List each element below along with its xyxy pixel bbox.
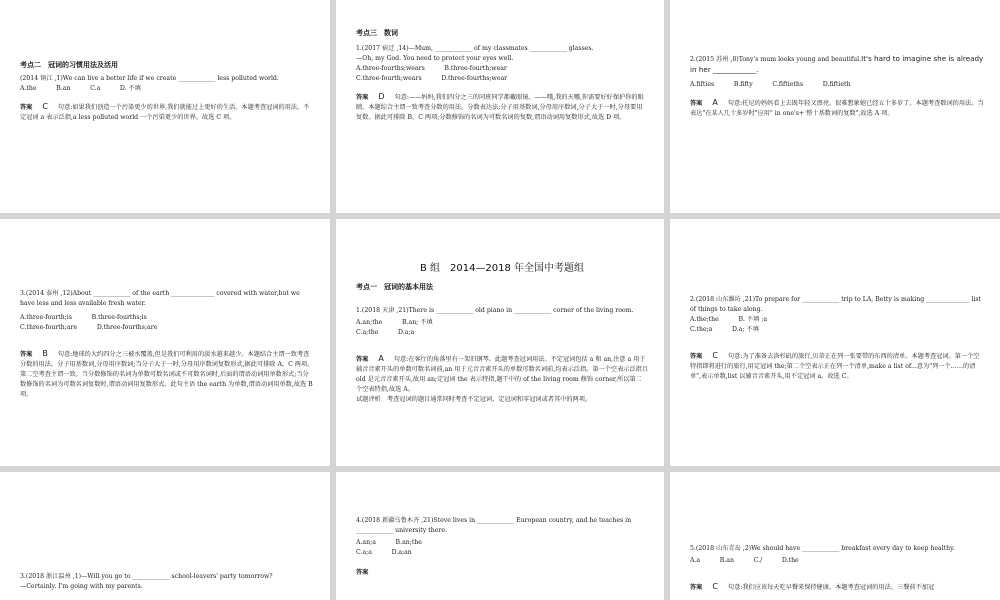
answer-label: 答案 bbox=[690, 584, 703, 591]
question-text: 2.(2018 山东潍坊 ,21)To prepare for ____________ trip to LA, Betty is making ______________ list of things to take along. bbox=[690, 296, 982, 313]
page-4 bbox=[0, 219, 330, 466]
question-options: A.a B.an C./ D.the bbox=[690, 557, 799, 564]
question-options-2: C.three-fourth;are D.three-fourths;are bbox=[20, 324, 158, 331]
question-text: 1.(2017 宿迁 ,14)—Mum, ____________ of my classmates ____________ glasses. bbox=[356, 45, 594, 52]
answer-letter: C bbox=[42, 102, 48, 111]
answer-letter: A bbox=[712, 98, 718, 107]
answer-explanation: 句意:为了准备去洛杉矶的旅行,贝蒂正在列一张要带的东西的清单。本题考查冠词。第一个空特指即将进行的旅行,用定冠词 the;第二个空表示正在列一个清单,make a list of...意为"列一个……的清单",表示单数,list 以辅音音素开头,用不定冠词 a。故选 C。 bbox=[690, 353, 980, 380]
answer-block bbox=[690, 582, 984, 593]
answer-block bbox=[20, 102, 314, 123]
answer-block bbox=[356, 568, 648, 578]
answer-explanation: 句意:——妈妈,我们四分之三的同班同学都戴眼镜。——哦,我的天哪,你需要好好保护你的眼睛。本题综合主谓一致考查分数的用法。分数表达法:分子用基数词,分母用序数词,分子大于一时,分母要用复数。据此可排除 B、C 两项;分数修饰的名词为可数名词的复数,谓语动词用复数形式,故选 D 项。 bbox=[356, 94, 644, 121]
question-line-2: —Oh, my God. You need to protect your eyes well. bbox=[356, 55, 514, 62]
answer-label: 答案 bbox=[356, 94, 369, 101]
answer-explanation: 句意:在客厅的角落里有一架旧钢琴。此题考查冠词用法。不定冠词包括 a 和 an,注意 a 用于辅音音素开头的单数可数名词前,an 用于元音音素开头的单数可数名词前,均表示泛指。第一个空表示泛指且 old 是元音音素开头,故用 an;定冠词 the 表示特指,题干中的 of the living room 修饰 corner,所以第二个空表特指,故选 A。 bbox=[356, 356, 649, 393]
answer-explanation: 句意:托尼的妈妈看上去既年轻又漂亮。很难想象她已经五十多岁了。本题考查数词的用法。当表达"在某人几十多岁时"应用" in one's+ 整十基数词的复数",故选 A 项。 bbox=[690, 100, 984, 117]
answer-explanation: 句意:地球的大约四分之三被水覆盖,但是我们可利用的淡水越来越少。本题结合主谓一致考查分数的用法。分子用基数词,分母用序数词;当分子大于一时,分母用序数词复数形式,据此可排除 A、C 两项。第二空考查主谓一致。当分数修饰的名词为单数可数名词或不可数名词时,后面的谓语动词用单数形式;当分数修饰的名词为可数名词复数时,谓语动词用复数形式。此句主语 the earth 为单数,谓语动词用单数,故选 B 项。 bbox=[20, 351, 314, 398]
answer-letter: C bbox=[712, 582, 718, 591]
question-line-2: —Certainly. I'm going with my parents. bbox=[20, 583, 143, 590]
section-title: 考点二 冠词的习惯用法及活用 bbox=[20, 61, 118, 69]
answer-label: 答案 bbox=[690, 100, 703, 107]
page-3 bbox=[670, 0, 1000, 213]
question-options-1: A.three-fourths;wears B.three-fourth;wear bbox=[356, 65, 507, 72]
answer-block bbox=[356, 92, 648, 123]
page-8 bbox=[336, 472, 664, 600]
page-2 bbox=[336, 0, 664, 213]
question-options-2: C.three-fourth;wears D.three-fourths;wear bbox=[356, 75, 508, 82]
question-text: 3.(2014 泰州 ,12)About ____________ of the earth ______________ covered with water,but we have less and less available fresh water. bbox=[20, 290, 300, 307]
question-options-1: A.an;the B.an; 不填 bbox=[356, 319, 433, 326]
question-text: 2.(2015 苏州 ,8)Tony's mum looks young and beautiful.It's hard to imagine she is already in her ____________. bbox=[690, 54, 984, 74]
question-text: 4.(2018 新疆乌鲁木齐 ,21)Steve lives in ____________ European country, and he teaches in ____________ university there. bbox=[356, 517, 632, 534]
question-options-1: A.three-fourth;is B.three-fourths;is bbox=[20, 314, 147, 321]
question-options-1: A.an;a B.an;the bbox=[356, 539, 422, 546]
answer-explanation: 句意:如果我们创造一个污染更少的世界,我们就能过上更好的生活。本题考查冠词的用法。不定冠词 a 表示泛指,a less polluted world 一个污染更少的世界。故选 C 项。 bbox=[20, 104, 310, 121]
comment-text: 试题评析 考查冠词的题目通常同时考查不定冠词、定冠词和零冠词或者其中的两项。 bbox=[356, 396, 592, 403]
question-text: 1.(2018 天津 ,21)There is ____________ old piano in ____________ corner of the living room. bbox=[356, 307, 634, 314]
page-1 bbox=[0, 0, 330, 213]
question-options-2: C.the;a D.a; 不填 bbox=[690, 326, 759, 333]
answer-letter: B bbox=[42, 349, 48, 358]
question-options-2: C.a;the D.a;a bbox=[356, 329, 415, 336]
answer-explanation: 句意:我们应该每天吃早餐来保持健康。本题考查冠词的用法。三餐前不加冠 bbox=[727, 584, 935, 591]
answer-block bbox=[20, 349, 314, 400]
page-5 bbox=[336, 219, 664, 466]
question-text: (2014 镇江 ,1)We can live a better life if we create ____________ less polluted world. bbox=[20, 75, 279, 82]
answer-label: 答案 bbox=[20, 351, 33, 358]
answer-label: 答案 bbox=[356, 356, 369, 363]
section-title: 考点三 数词 bbox=[356, 29, 398, 37]
page-7 bbox=[0, 472, 330, 600]
answer-letter: A bbox=[378, 354, 384, 363]
section-title: 考点一 冠词的基本用法 bbox=[356, 283, 433, 291]
answer-label: 答案 bbox=[690, 353, 703, 360]
answer-block bbox=[690, 98, 984, 119]
group-title: B 组 2014—2018 年全国中考题组 bbox=[419, 263, 585, 274]
question-options-2: C.a;a D.a;an bbox=[356, 549, 412, 556]
answer-block bbox=[356, 354, 648, 395]
answer-block bbox=[690, 351, 984, 382]
question-options: A.the B.an C.a D. 不填 bbox=[20, 85, 141, 92]
answer-letter: C bbox=[712, 351, 718, 360]
answer-letter: D bbox=[378, 92, 385, 101]
page-6 bbox=[670, 219, 1000, 466]
answer-label: 答案 bbox=[356, 569, 369, 576]
page-9 bbox=[670, 472, 1000, 600]
question-text: 5.(2018 山东青岛 ,2)We should have ____________ breakfast every day to keep healthy. bbox=[690, 545, 955, 552]
question-options-1: A.the;the B. 不填 ;a bbox=[690, 316, 768, 323]
question-text: 3.(2018 浙江温州 ,1)—Will you go to ____________ school-leavers' party tomorrow? bbox=[20, 573, 273, 580]
question-options: A.fifties B.fifty C.fiftieths D.fiftieth bbox=[690, 81, 851, 88]
answer-label: 答案 bbox=[20, 104, 33, 111]
